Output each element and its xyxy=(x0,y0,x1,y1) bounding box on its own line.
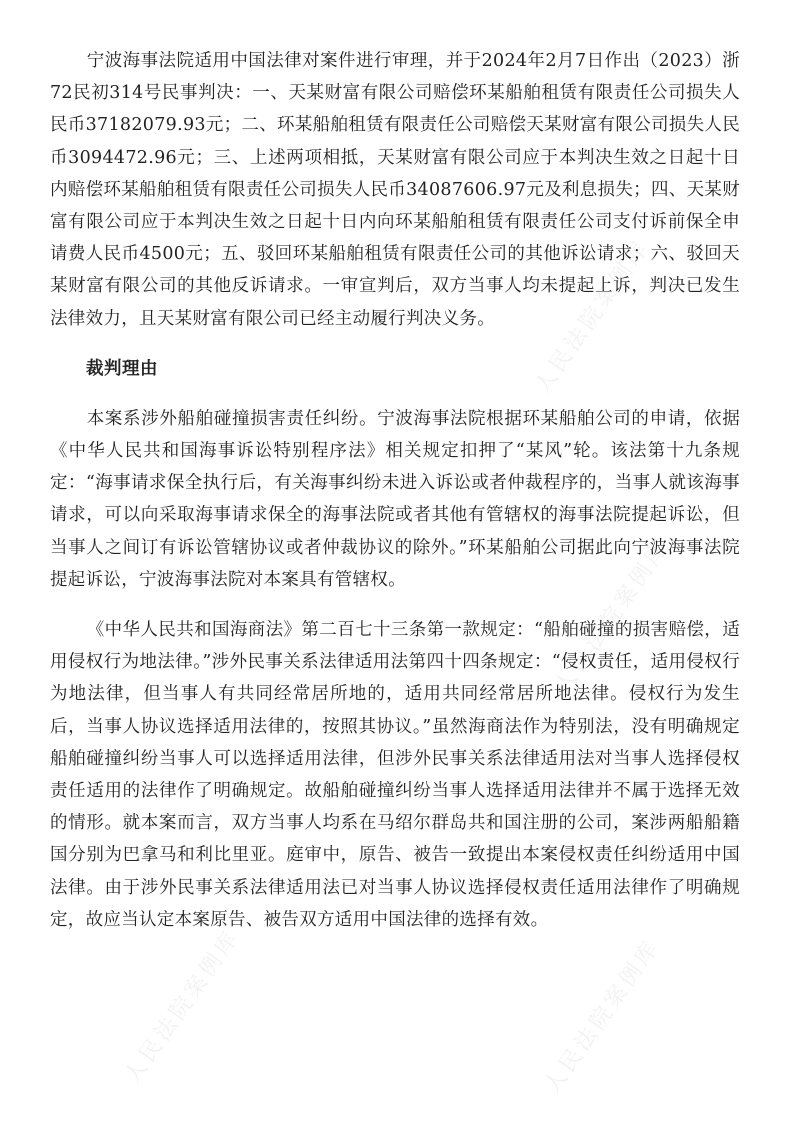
reasoning-paragraph-jurisdiction: 本案系涉外船舶碰撞损害责任纠纷。宁波海事法院根据环某船舶公司的申请，依据《中华人民共和国海事诉讼特别程序法》相关规定扣押了“某风”轮。该法第十九条规定：“海事请求保全执行后，有关海事纠纷未进入诉讼或者仲裁程序的，当事人就该海事请求，可以向采取海事请求保全的海事法院或者其他有管辖权的海事法院提起诉讼，但当事人之间订有诉讼管辖协议或者仲裁协议的除外。”环某船舶公司据此向宁波海事法院提起诉讼，宁波海事法院对本案具有管辖权。 xyxy=(50,408,740,590)
watermark-top-right: 人民法院案例库 xyxy=(530,234,656,399)
document-body xyxy=(50,45,740,954)
reasoning-paragraph-applicable-law: 《中华人民共和国海商法》第二百七十三条第一款规定：“船舶碰撞的损害赔偿，适用侵权行为地法律。”涉外民事关系法律适用法第四十四条规定：“侵权责任，适用侵权行为地法律，但当事人有共同经常居所地的，适用共同经常居所地法律。侵权行为发生后，当事人协议选择适用法律的，按照其协议。”虽然海商法作为特别法，没有明确规定船舶碰撞纠纷当事人可以选择适用法律，但涉外民事关系法律适用法对当事人选择侵权责任适用的法律作了明确规定。故船舶碰撞纠纷当事人选择适用法律并不属于选择无效的情形。就本案而言，双方当事人均系在马绍尔群岛共和国注册的公司，案涉两船船籍国分别为巴拿马和利比里亚。庭审中，原告、被告一致提出本案侵权责任纠纷适用中国法律。由于涉外民事关系法律适用法已对当事人协议选择侵权责任适用法律作了明确规定，故应当认定本案原告、被告双方适用中国法律的选择有效。 xyxy=(50,620,740,930)
judgment-paragraph: 宁波海事法院适用中国法律对案件进行审理，并于2024年2月7日作出（2023）浙72民初314号民事判决：一、天某财富有限公司赔偿环某船舶租赁有限责任公司损失人民币37182079.93元；二、环某船舶租赁有限责任公司赔偿天某财富有限公司损失人民币3094472.96元；三、上述两项相抵，天某财富有限公司应于本判决生效之日起十日内赔偿环某船舶租赁有限责任公司损失人民币34087606.97元及利息损失；四、天某财富有限公司应于本判决生效之日起十日内向环某船舶租赁有限责任公司支付诉前保全申请费人民币4500元；五、驳回环某船舶租赁有限责任公司的其他诉讼请求；六、驳回天某财富有限公司的其他反诉请求。一审宣判后，双方当事人均未提起上诉，判决已发生法律效力，且天某财富有限公司已经主动履行判决义务。 xyxy=(50,51,740,329)
watermark-middle-right: 人民法院案例库 xyxy=(550,534,676,699)
watermark-bottom-left: 人民法院案例库 xyxy=(120,924,246,1089)
watermark-bottom-right: 人民法院案例库 xyxy=(540,934,666,1099)
section-heading: 裁判理由 xyxy=(86,358,158,379)
